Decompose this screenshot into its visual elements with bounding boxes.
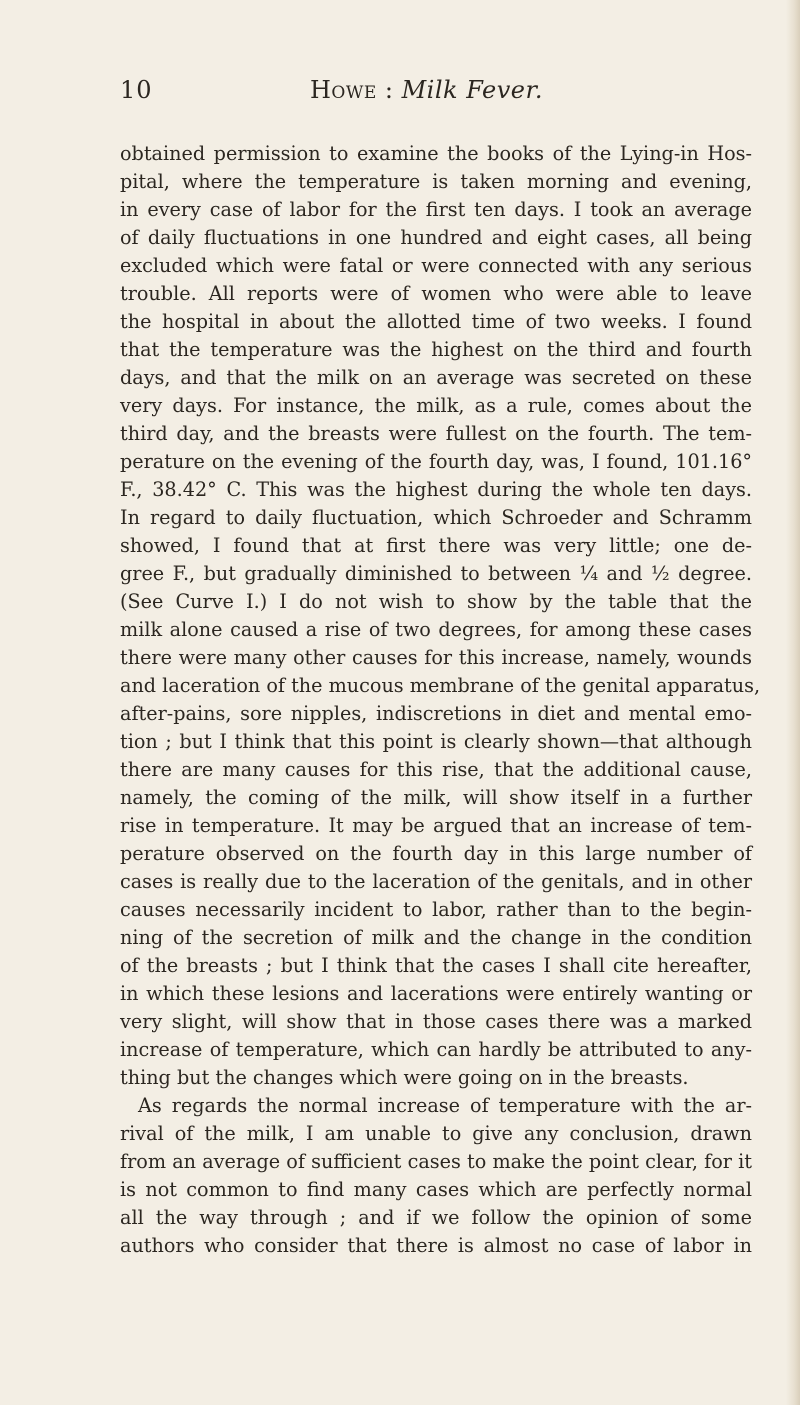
- text-line: and laceration of the mucous membrane of the genital apparatus,: [120, 674, 761, 697]
- text-line: very slight, will show that in those cases there was a marked: [120, 1010, 752, 1033]
- text-line: In regard to daily fluctuation, which Schroeder and Schramm: [120, 506, 752, 529]
- text-line: (See Curve I.) I do not wish to show by the table that the: [120, 590, 752, 613]
- page-edge-shadow: [786, 0, 800, 1405]
- text-line: third day, and the breasts were fullest on the fourth. The tem-: [120, 422, 752, 445]
- text-line: obtained permission to examine the books of the Lying-in Hos-: [120, 142, 752, 165]
- text-line: rival of the milk, I am unable to give any conclusion, drawn: [120, 1122, 752, 1145]
- text-line: perature observed on the fourth day in this large number of: [120, 842, 752, 865]
- text-line: there were many other causes for this increase, namely, wounds: [120, 646, 752, 669]
- page-number: 10: [120, 76, 153, 104]
- paragraph: [120, 140, 761, 1092]
- running-head-title: Milk Fever.: [401, 76, 543, 104]
- text-line: thing but the changes which were going on in the breasts.: [120, 1066, 689, 1089]
- body-text: [120, 140, 761, 1260]
- running-head-separator: :: [376, 76, 402, 104]
- text-line: gree F., but gradually diminished to between ¼ and ½ degree.: [120, 562, 752, 585]
- text-line: milk alone caused a rise of two degrees, for among these cases: [120, 618, 752, 641]
- text-line: perature on the evening of the fourth day, was, I found, 101.16°: [120, 450, 752, 473]
- text-line: that the temperature was the highest on the third and fourth: [120, 338, 752, 361]
- text-line: in which these lesions and lacerations were entirely wanting or: [120, 982, 752, 1005]
- text-line: rise in temperature. It may be argued that an increase of tem-: [120, 814, 752, 837]
- text-line: As regards the normal increase of temperature with the ar-: [138, 1094, 752, 1117]
- text-line: trouble. All reports were of women who were able to leave: [120, 282, 752, 305]
- text-line: in every case of labor for the first ten days. I took an average: [120, 198, 752, 221]
- text-line: days, and that the milk on an average was secreted on these: [120, 366, 752, 389]
- text-line: ning of the secretion of milk and the change in the condition: [120, 926, 752, 949]
- text-line: causes necessarily incident to labor, rather than to the begin-: [120, 898, 752, 921]
- text-line: after-pains, sore nipples, indiscretions in diet and mental emo-: [120, 702, 752, 725]
- text-line: cases is really due to the laceration of the genitals, and in other: [120, 870, 752, 893]
- text-line: pital, where the temperature is taken morning and evening,: [120, 170, 752, 193]
- paragraph: [120, 1092, 752, 1260]
- text-line: all the way through ; and if we follow the opinion of some: [120, 1206, 752, 1229]
- text-line: is not common to find many cases which are perfectly normal: [120, 1178, 752, 1201]
- text-line: showed, I found that at first there was very little; one de-: [120, 534, 752, 557]
- running-head-author: Howe: [310, 76, 377, 104]
- text-line: tion ; but I think that this point is clearly shown—that although: [120, 730, 752, 753]
- text-line: of daily fluctuations in one hundred and eight cases, all being: [120, 226, 752, 249]
- text-line: namely, the coming of the milk, will show itself in a further: [120, 786, 752, 809]
- text-line: increase of temperature, which can hardly be attributed to any-: [120, 1038, 752, 1061]
- text-line: of the breasts ; but I think that the cases I shall cite hereafter,: [120, 954, 752, 977]
- running-header: [120, 76, 760, 116]
- text-line: there are many causes for this rise, that the additional cause,: [120, 758, 752, 781]
- text-line: F., 38.42° C. This was the highest during the whole ten days.: [120, 478, 752, 501]
- text-line: from an average of sufficient cases to make the point clear, for it: [120, 1150, 752, 1173]
- text-line: excluded which were fatal or were connected with any serious: [120, 254, 752, 277]
- text-line: very days. For instance, the milk, as a rule, comes about the: [120, 394, 752, 417]
- text-line: the hospital in about the allotted time of two weeks. I found: [120, 310, 752, 333]
- running-head: [310, 76, 543, 104]
- text-line: authors who consider that there is almost no case of labor in: [120, 1234, 752, 1257]
